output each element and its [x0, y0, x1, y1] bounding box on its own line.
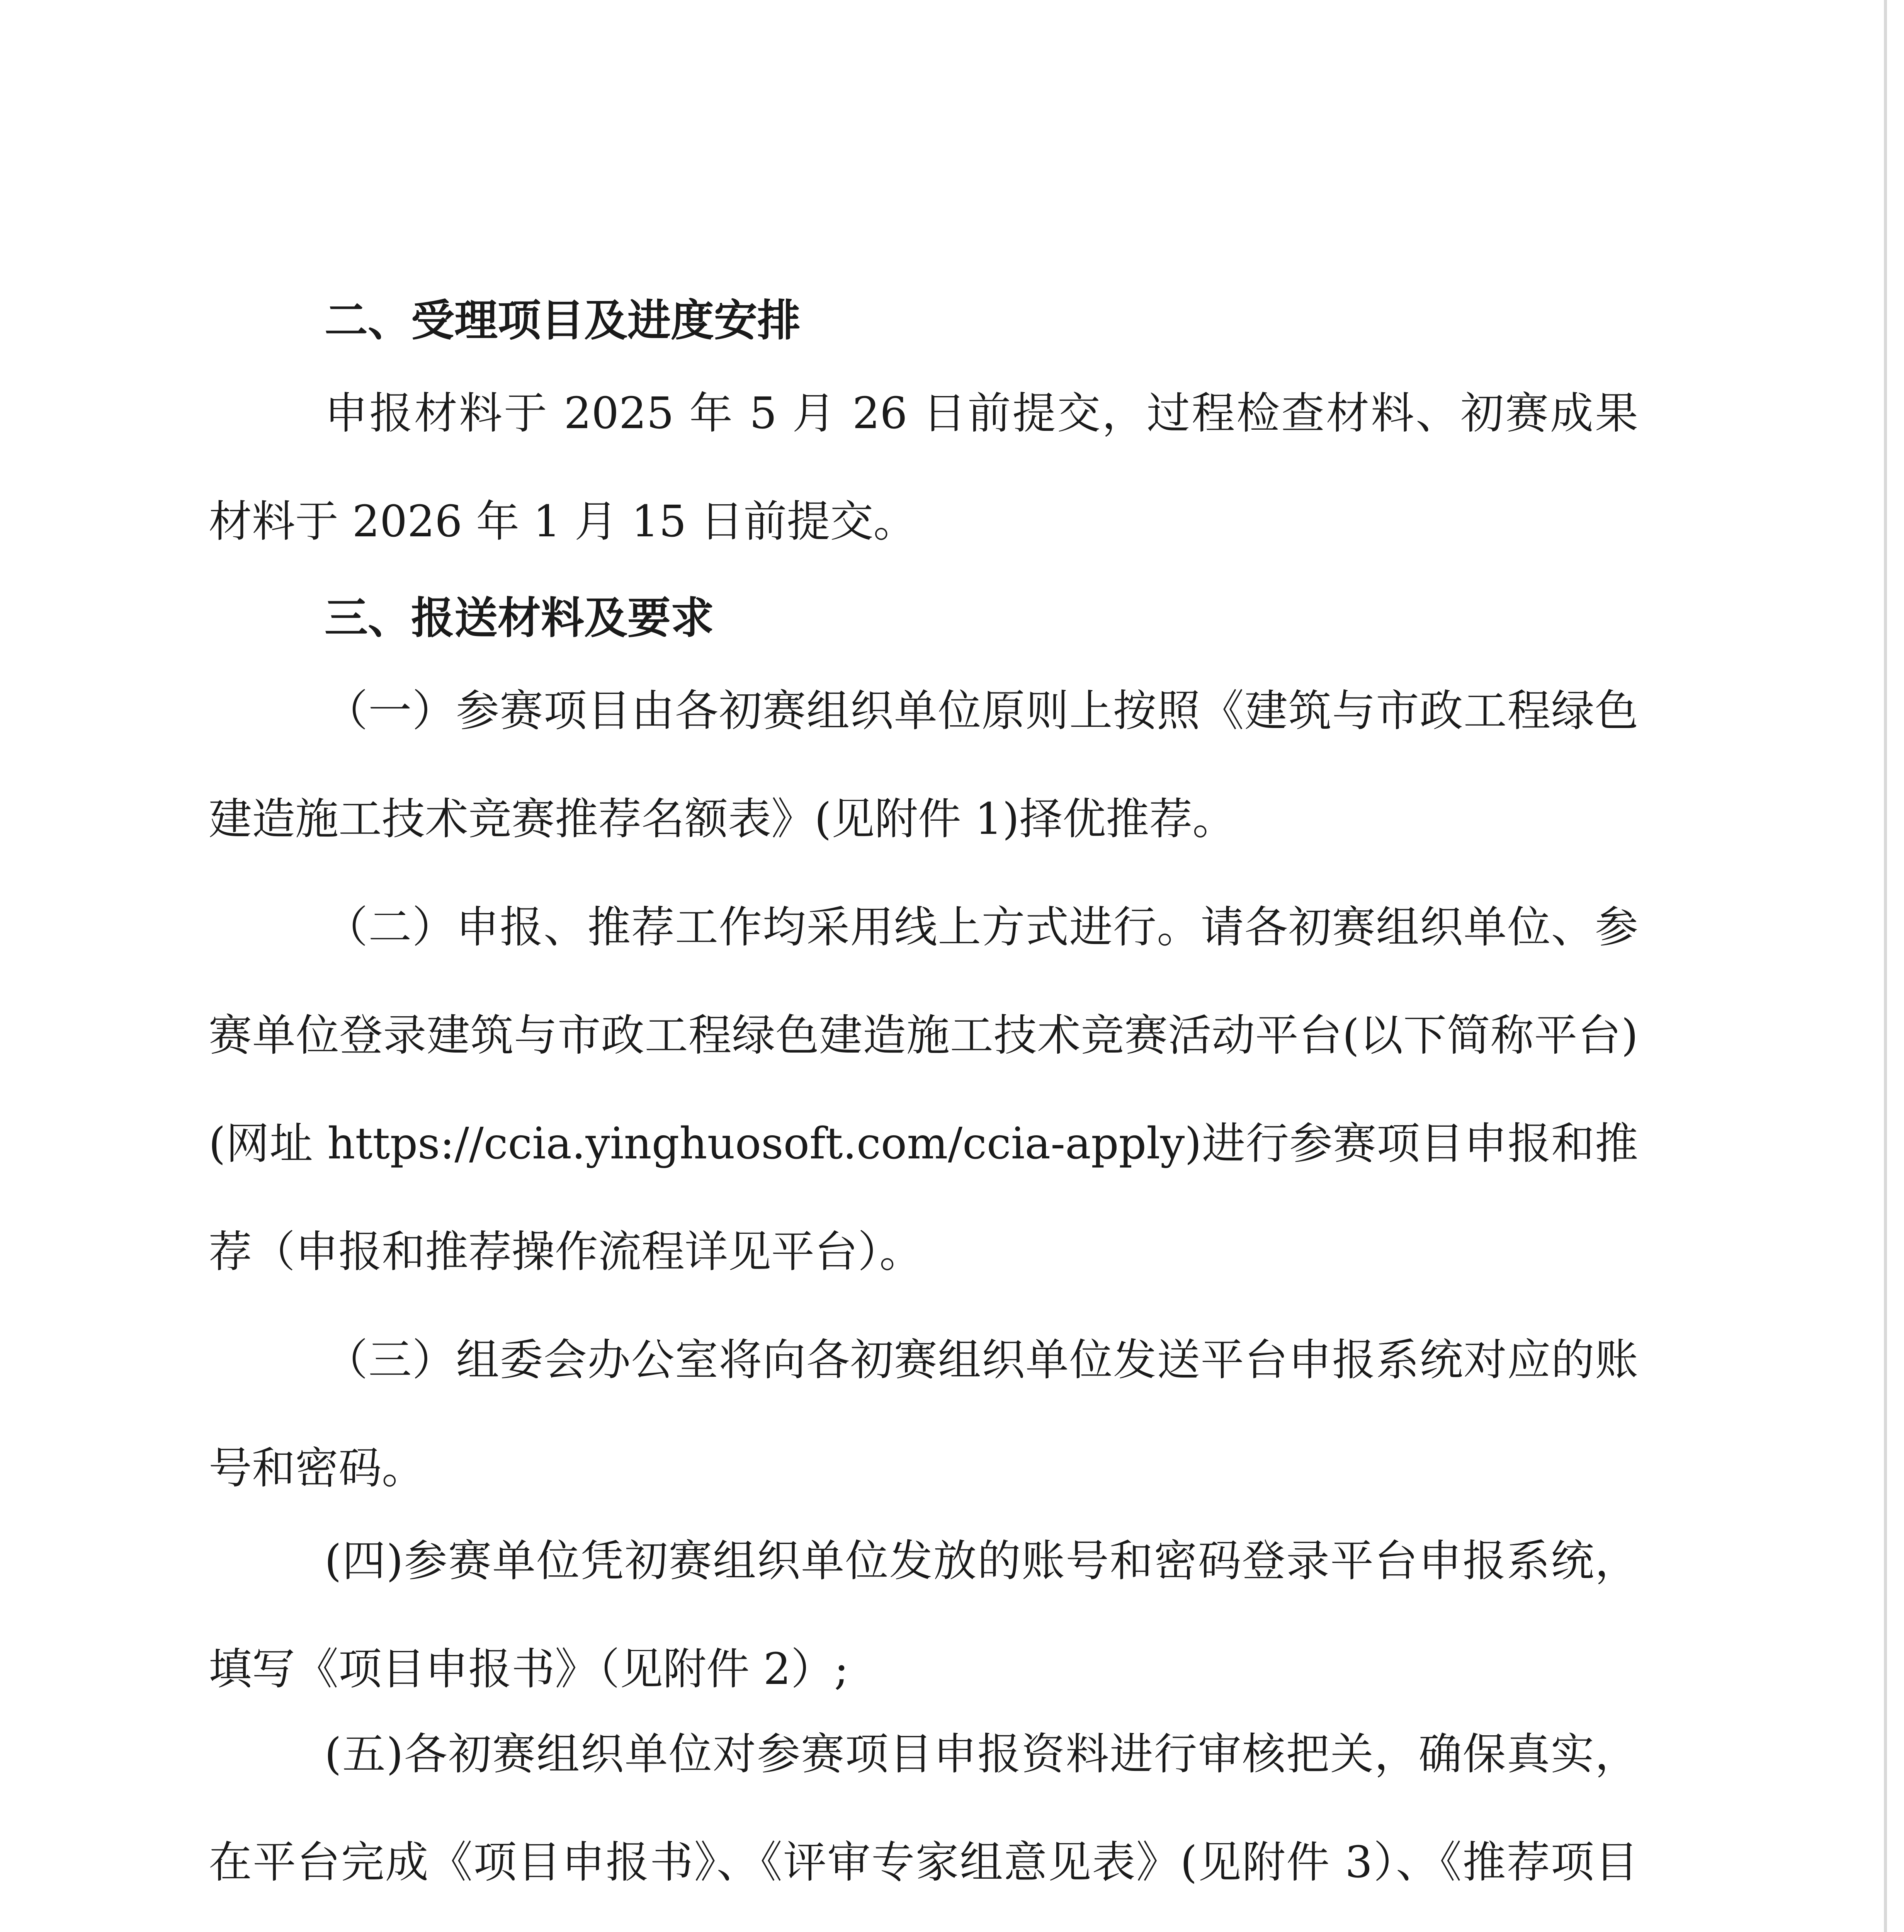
- requirement-paragraph-5: (五)各初赛组织单位对参赛项目申报资料进行审核把关，确保真实，在平台完成《项目申报书》、《评审专家组意见表》(见附件 3）、《推荐项目: [209, 1729, 1638, 1888]
- requirement-paragraph-2: （二）申报、推荐工作均采用线上方式进行。请各初赛组织单位、参赛单位登录建筑与市政工程绿色建造施工技术竞赛活动平台(以下简称平台)(网址 https://ccia.yinghuosoft.com/ccia-apply)进行参赛项目申报和推荐（申报和推荐操作流程详见平台）。: [209, 902, 1638, 1277]
- requirement-paragraph-3: （三）组委会办公室将向各初赛组织单位发送平台申报系统对应的账号和密码。: [209, 1335, 1638, 1493]
- scan-edge-line: [1884, 0, 1887, 1932]
- section-heading-3: 三、报送材料及要求: [325, 593, 714, 643]
- section-heading-2: 二、受理项目及进度安排: [325, 296, 801, 346]
- schedule-paragraph: 申报材料于 2025 年 5 月 26 日前提交，过程检查材料、初赛成果材料于 2026 年 1 月 15 日前提交。: [209, 388, 1638, 547]
- requirement-paragraph-1: （一）参赛项目由各初赛组织单位原则上按照《建筑与市政工程绿色建造施工技术竞赛推荐名额表》(见附件 1)择优推荐。: [209, 686, 1638, 844]
- requirement-paragraph-4: (四)参赛单位凭初赛组织单位发放的账号和密码登录平台申报系统，填写《项目申报书》（见附件 2）;: [209, 1536, 1638, 1694]
